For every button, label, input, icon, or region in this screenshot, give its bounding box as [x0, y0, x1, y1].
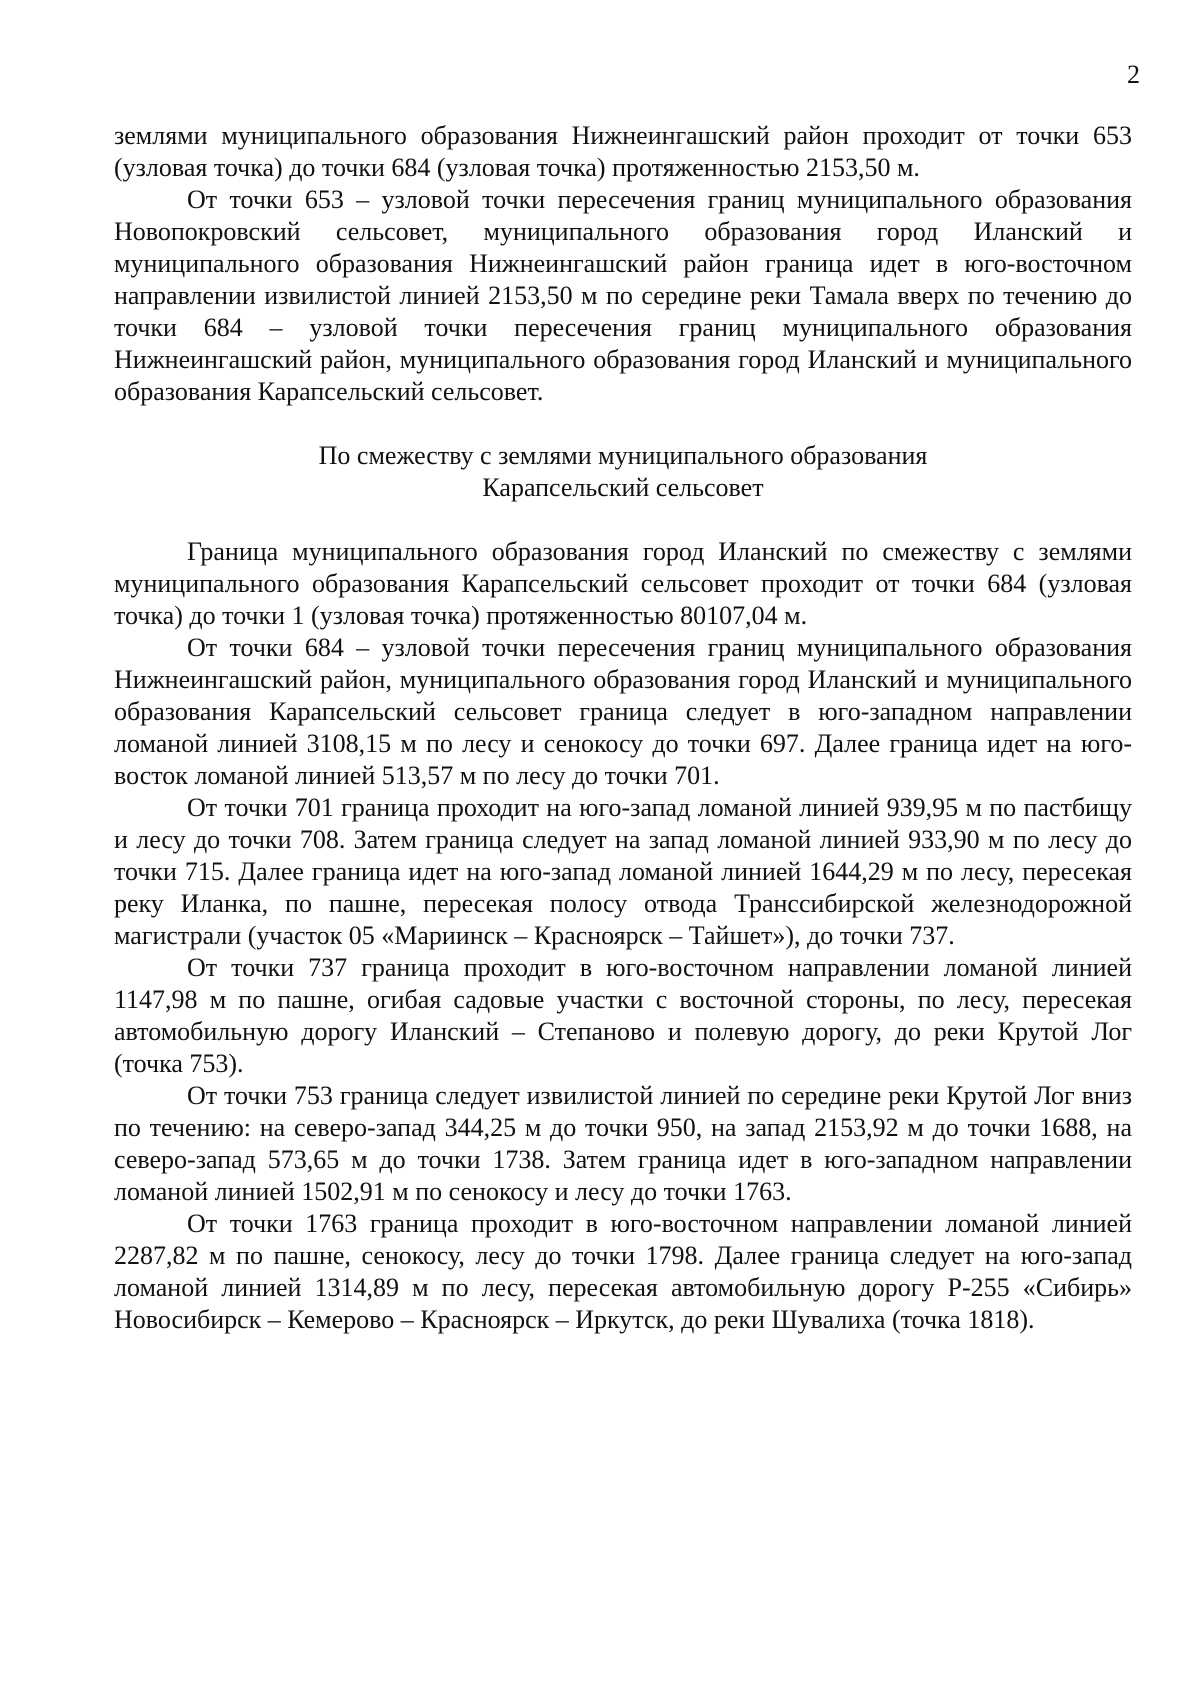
paragraph: От точки 653 – узловой точки пересечения границ муниципального образования Новопокровский сельсовет, муниципального образования город Иланский и муниципального образования Нижнеингашский район граница идет в юго-восточном направлении извилистой линией 2153,50 м по середине реки Тамала вверх по течению до точки 684 – узловой точки пересечения границ муниципального образования Нижнеингашский район, муниципального образования город Иланский и муниципального образования Карапсельский сельсовет. — [114, 185, 1132, 406]
paragraph: От точки 701 граница проходит на юго-запад ломаной линией 939,95 м по пастбищу и лесу до точки 708. Затем граница следует на запад ломаной линией 933,90 м по лесу до точки 715. Далее граница идет на юго-запад ломаной линией 1644,29 м по лесу, пересекая реку Иланка, по пашне, пересекая полосу отвода Транссибирской железнодорожной магистрали (участок 05 «Мариинск – Красноярск – Тайшет»), до точки 737. — [114, 793, 1132, 950]
document-body — [114, 120, 1132, 1336]
section-heading-line-2: Карапсельский сельсовет — [482, 473, 764, 502]
page-number: 2 — [1127, 60, 1140, 89]
paragraph: От точки 684 – узловой точки пересечения границ муниципального образования Нижнеингашский район, муниципального образования город Иланский и муниципального образования Карапсельский сельсовет граница следует в юго-западном направлении ломаной линией 3108,15 м по лесу и сенокосу до точки 697. Далее граница идет на юго-восток ломаной линией 513,57 м по лесу до точки 701. — [114, 633, 1132, 790]
paragraph: От точки 737 граница проходит в юго-восточном направлении ломаной линией 1147,98 м по пашне, огибая садовые участки с восточной стороны, по лесу, пересекая автомобильную дорогу Иланский – Степаново и полевую дорогу, до реки Крутой Лог (точка 753). — [114, 953, 1132, 1078]
paragraph: От точки 1763 граница проходит в юго-восточном направлении ломаной линией 2287,82 м по пашне, сенокосу, лесу до точки 1798. Далее граница следует на юго-запад ломаной линией 1314,89 м по лесу, пересекая автомобильную дорогу Р-255 «Сибирь» Новосибирск – Кемерово – Красноярск – Иркутск, до реки Шувалиха (точка 1818). — [114, 1209, 1132, 1334]
paragraph: От точки 753 граница следует извилистой линией по середине реки Крутой Лог вниз по течению: на северо-запад 344,25 м до точки 950, на запад 2153,92 м до точки 1688, на северо-запад 573,65 м до точки 1738. Затем граница идет в юго-западном направлении ломаной линией 1502,91 м по сенокосу и лесу до точки 1763. — [114, 1081, 1132, 1206]
spacer — [114, 504, 1132, 536]
spacer — [114, 408, 1132, 440]
paragraph-continuation: землями муниципального образования Нижнеингашский район проходит от точки 653 (узловая точка) до точки 684 (узловая точка) протяженностью 2153,50 м. — [114, 121, 1132, 182]
paragraph: Граница муниципального образования город Иланский по смежеству с землями муниципального образования Карапсельский сельсовет проходит от точки 684 (узловая точка) до точки 1 (узловая точка) протяженностью 80107,04 м. — [114, 537, 1132, 630]
section-heading-line-1: По смежеству с землями муниципального образования — [318, 441, 928, 470]
